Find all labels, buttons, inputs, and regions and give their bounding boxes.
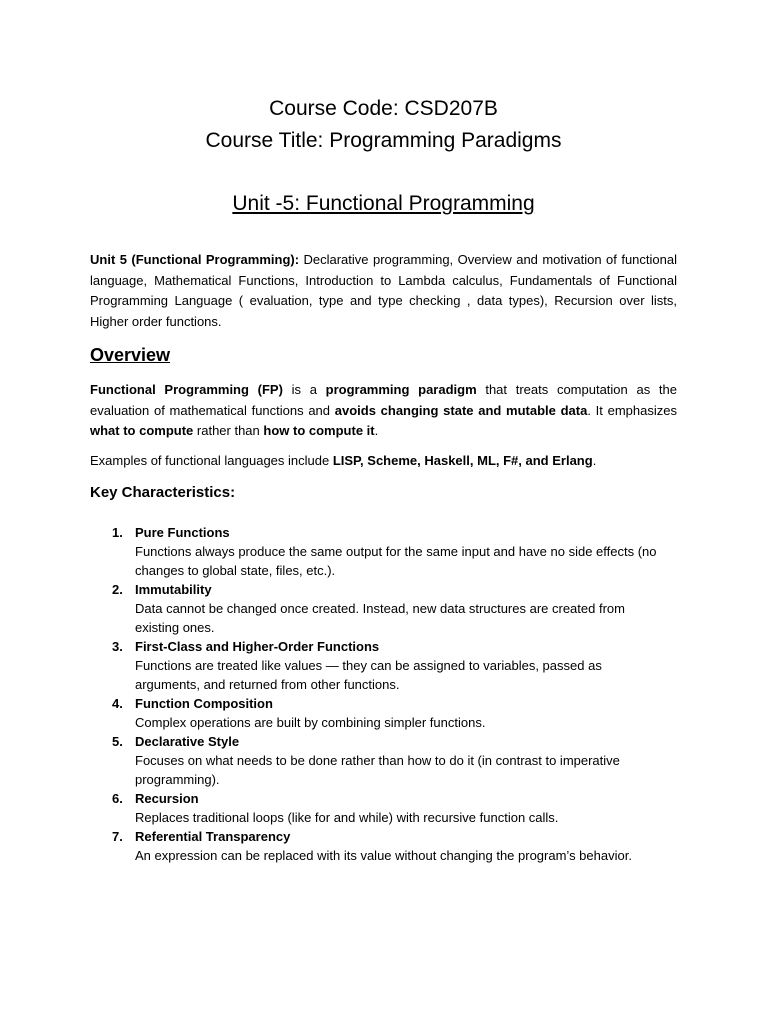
overview-run: . (374, 423, 379, 438)
list-item (90, 694, 677, 732)
list-item (90, 523, 677, 580)
list-item-description: Functions are treated like values — they can be assigned to variables, passed as arguments, and returned from other functions. (135, 658, 602, 692)
list-item-title: Referential Transparency (135, 829, 291, 844)
unit-summary-text: Declarative programming, Overview and motivation of functional language, Mathematical Functions, Introduction to Lambda calculus, Fundamentals of Functional Programming Language ( evaluation, type and type checking , data types), Recursion over lists, Higher order functions. (90, 252, 677, 329)
overview-paragraph (90, 380, 677, 442)
examples-paragraph (90, 451, 677, 471)
overview-run: avoids changing state and mutable data (334, 402, 588, 418)
overview-run: . It emphasizes (587, 402, 677, 418)
list-item-number: 6. (112, 791, 123, 806)
course-code: Course Code: CSD207B (269, 97, 498, 120)
unit-summary-lead: Unit 5 (Functional Programming): (90, 252, 300, 267)
overview-run: programming paradigm (325, 382, 477, 397)
list-item-title: Immutability (135, 582, 212, 597)
unit-summary (90, 250, 677, 332)
list-item-number: 7. (112, 829, 123, 844)
list-item-description: Focuses on what needs to be done rather than how to do it (in contrast to imperative programming). (135, 753, 620, 787)
list-item (90, 827, 677, 865)
list-item-description: Functions always produce the same output for the same input and have no side effects (no changes to global state, files, etc.). (135, 544, 657, 578)
list-item-description: Data cannot be changed once created. Instead, new data structures are created from existing ones. (135, 601, 625, 635)
overview-run: how to compute it (263, 423, 375, 438)
list-item-title: First-Class and Higher-Order Functions (135, 639, 380, 654)
list-item-title: Declarative Style (135, 734, 240, 749)
list-item-title: Recursion (135, 791, 199, 806)
examples-prefix: Examples of functional languages include (90, 453, 333, 468)
list-item-number: 4. (112, 696, 123, 711)
list-item-description: Replaces traditional loops (like for and while) with recursive function calls. (135, 810, 559, 825)
list-item (90, 580, 677, 637)
list-item-description: An expression can be replaced with its value without changing the program’s behavior. (135, 848, 632, 863)
overview-run: Functional Programming (FP) (90, 382, 283, 397)
list-item-title: Function Composition (135, 696, 273, 711)
list-item-number: 2. (112, 582, 123, 597)
list-item-number: 5. (112, 734, 123, 749)
list-item-number: 3. (112, 639, 123, 654)
overview-heading: Overview (90, 345, 171, 365)
course-title: Course Title: Programming Paradigms (205, 129, 562, 152)
key-characteristics-heading: Key Characteristics: (90, 484, 236, 501)
unit-title: Unit -5: Functional Programming (232, 192, 535, 215)
overview-run: is a (282, 382, 326, 397)
overview-run: that treats computation as the evaluation of mathematical functions and (90, 382, 677, 418)
list-item (90, 732, 677, 789)
examples-suffix: . (592, 453, 597, 468)
overview-run: rather than (193, 423, 264, 438)
list-item-description: Complex operations are built by combining simpler functions. (135, 715, 486, 730)
examples-languages: LISP, Scheme, Haskell, ML, F#, and Erlang (332, 453, 593, 468)
list-item (90, 789, 677, 827)
list-item-title: Pure Functions (135, 525, 230, 540)
list-item-number: 1. (112, 525, 123, 540)
list-item (90, 637, 677, 694)
overview-run: what to compute (90, 423, 194, 438)
key-characteristics-list (90, 523, 677, 865)
